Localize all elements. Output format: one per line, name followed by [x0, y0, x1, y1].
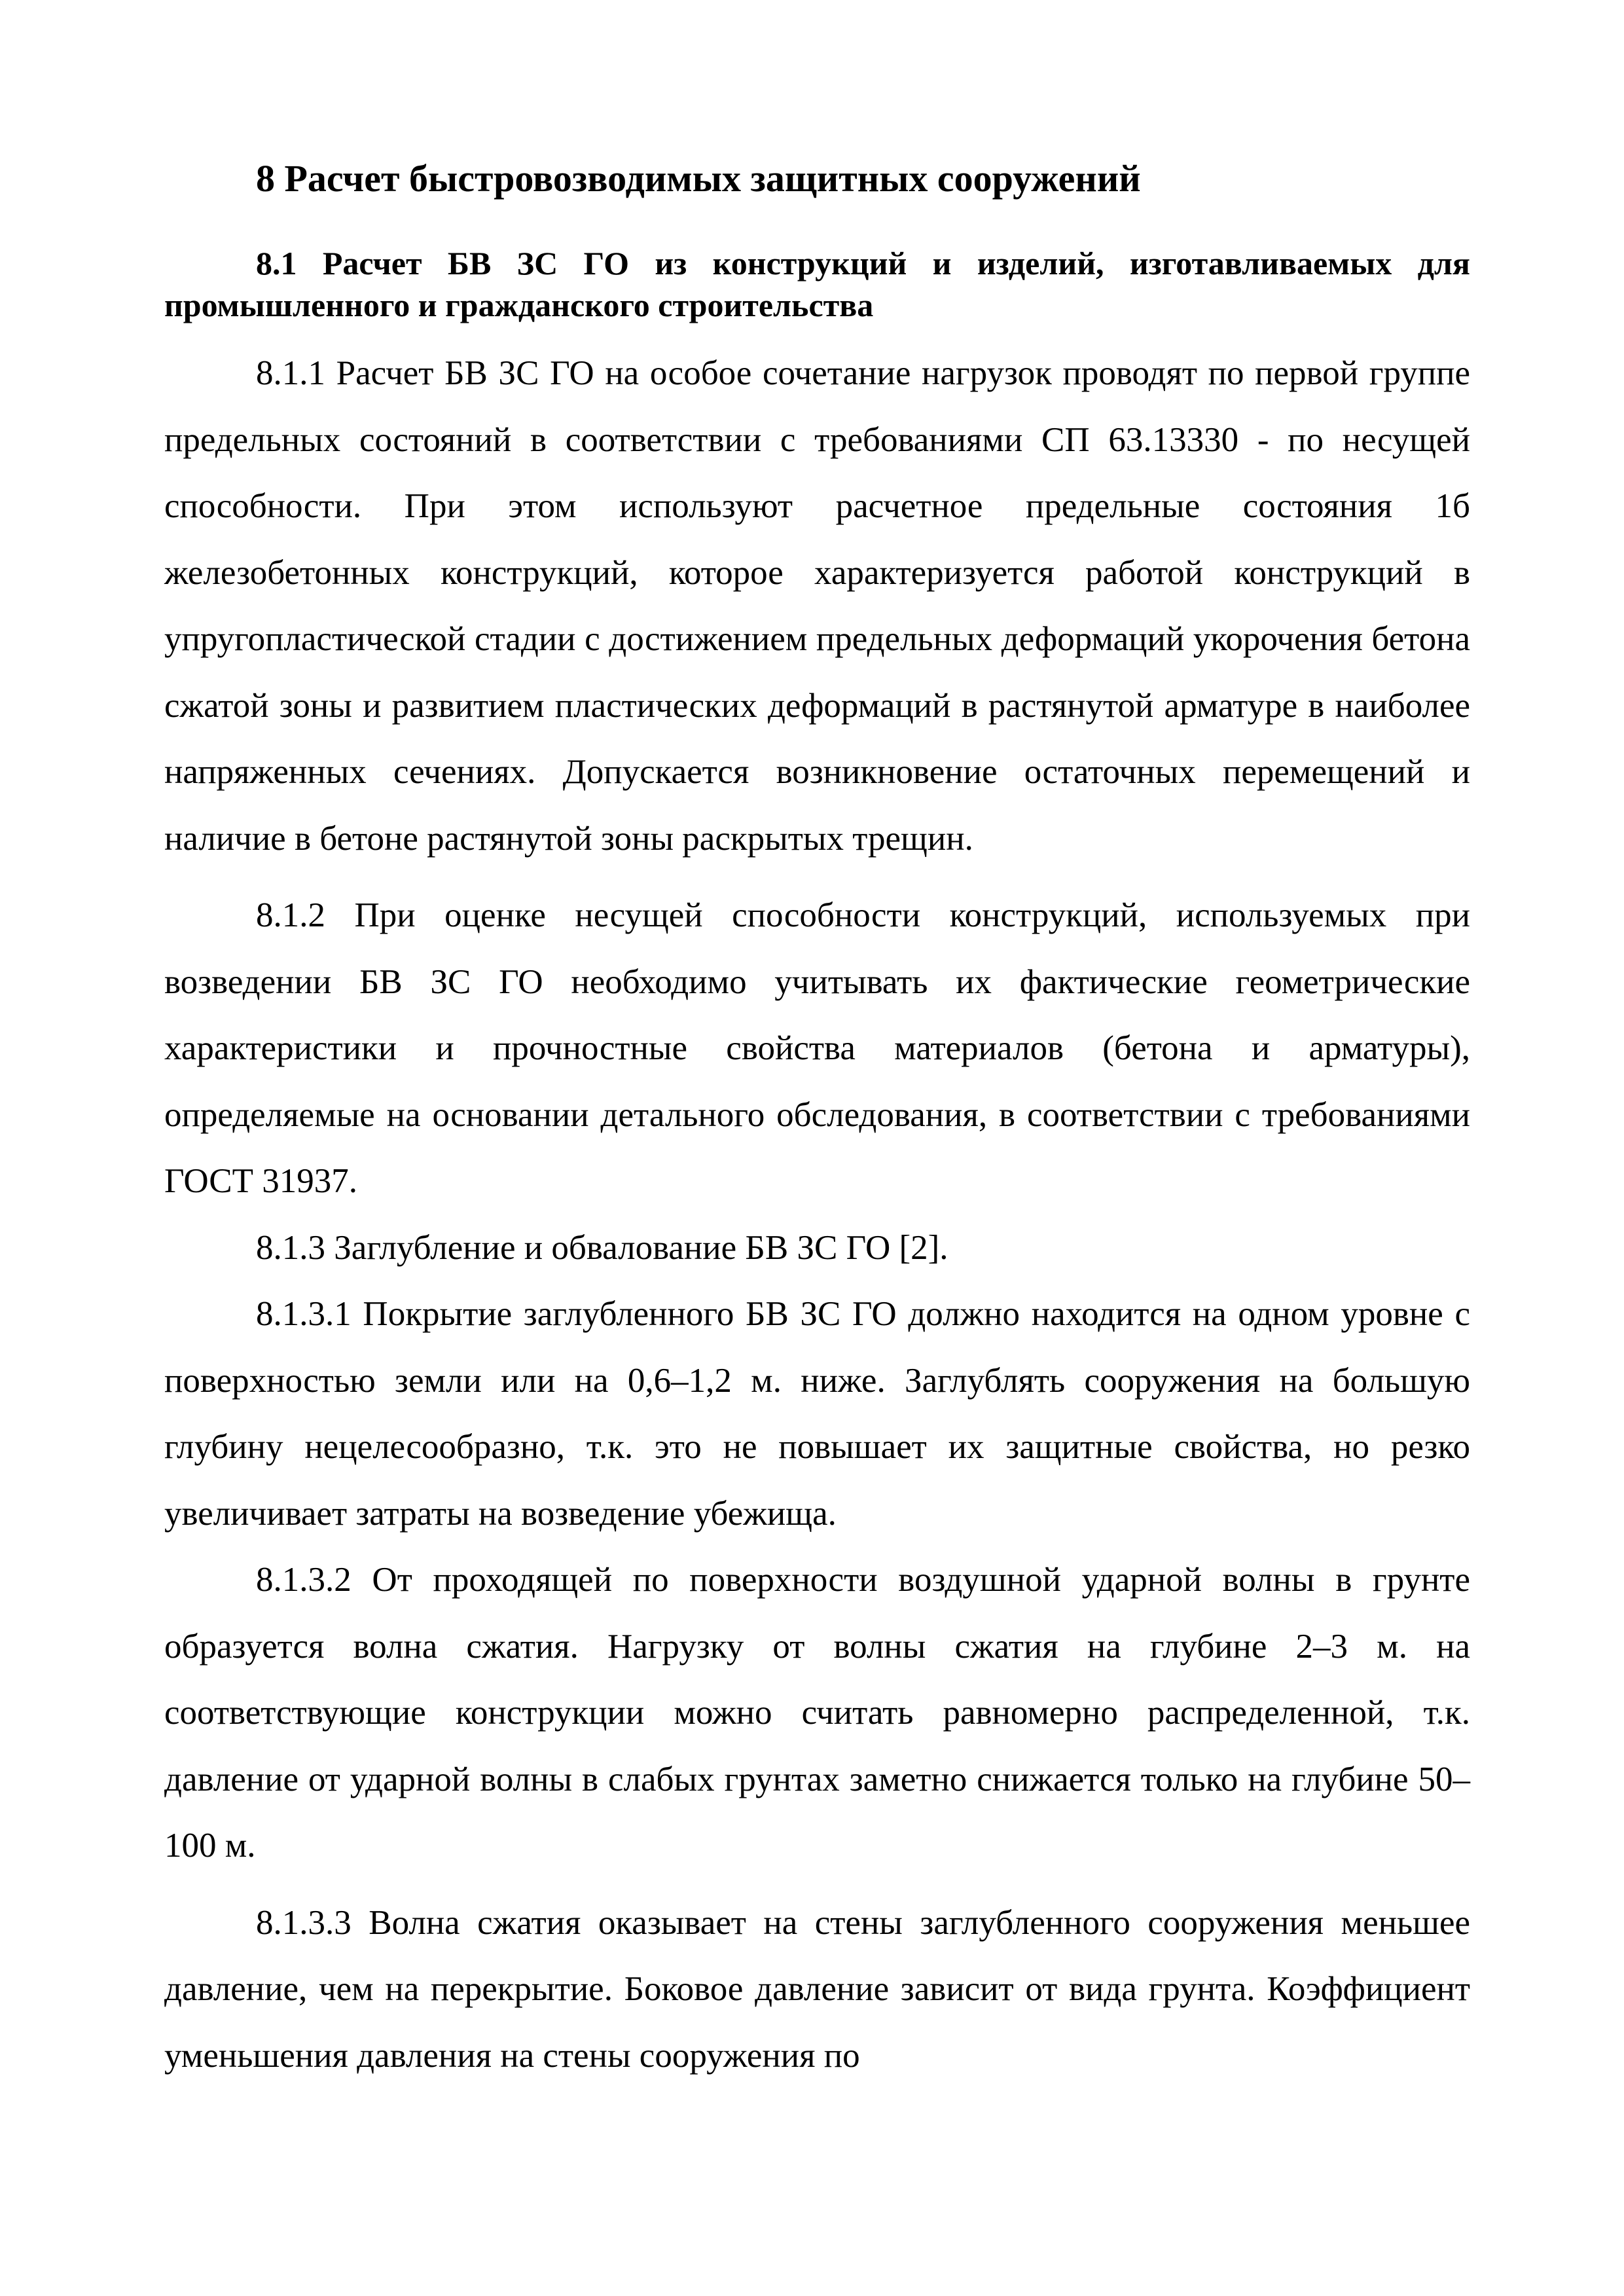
paragraph-8-1-3: 8.1.3 Заглубление и обвалование БВ ЗС ГО [2].	[256, 1228, 948, 1267]
paragraph-8-1-3-1: 8.1.3.1 Покрытие заглубленного БВ ЗС ГО должно находится на одном уровне с поверхностью земли или на 0,6–1,2 м. ниже. Заглублять сооружения на большую глубину нецелесообразно, т.к. это не повышает их защитные свойства, но резко увеличивает затраты на возведение убежища.	[164, 1295, 1470, 1533]
paragraph-8-1-3-3: 8.1.3.3 Волна сжатия оказывает на стены заглубленного сооружения меньшее давление, чем на перекрытие. Боковое давление зависит от вида грунта. Коэффициент уменьшения давления на стены сооружения по	[164, 1903, 1470, 2075]
section-title: 8 Расчет быстровозводимых защитных сооружений	[256, 157, 1141, 200]
document-body	[164, 149, 1470, 2089]
subsection-title: 8.1 Расчет БВ ЗС ГО из конструкций и изделий, изготавливаемых для промышленного и гражданского строительства	[164, 245, 1470, 323]
paragraph-8-1-3-2: 8.1.3.2 От проходящей по поверхности воздушной ударной волны в грунте образуется волна сжатия. Нагрузку от волны сжатия на глубине 2–3 м. на соответствующие конструкции можно считать равномерно распределенной, т.к. давление от ударной волны в слабых грунтах заметно снижается только на глубине 50–100 м.	[164, 1561, 1470, 1865]
paragraph-8-1-2: 8.1.2 При оценке несущей способности конструкций, используемых при возведении БВ ЗС ГО необходимо учитывать их фактические геометрические характеристики и прочностные свойства материалов (бетона и арматуры), определяемые на основании детального обследования, в соответствии с требованиями ГОСТ 31937.	[164, 896, 1470, 1200]
paragraph-8-1-1: 8.1.1 Расчет БВ ЗС ГО на особое сочетание нагрузок проводят по первой группе предельных состояний в соответствии с требованиями СП 63.13330 - по несущей способности. При этом используют расчетное предельные состояния 1б железобетонных конструкций, которое характеризуется работой конструкций в упругопластической стадии с достижением предельных деформаций укорочения бетона сжатой зоны и развитием пластических деформаций в растянутой арматуре в наиболее напряженных сечениях. Допускается возникновение остаточных перемещений и наличие в бетоне растянутой зоны раскрытых трещин.	[164, 354, 1470, 858]
